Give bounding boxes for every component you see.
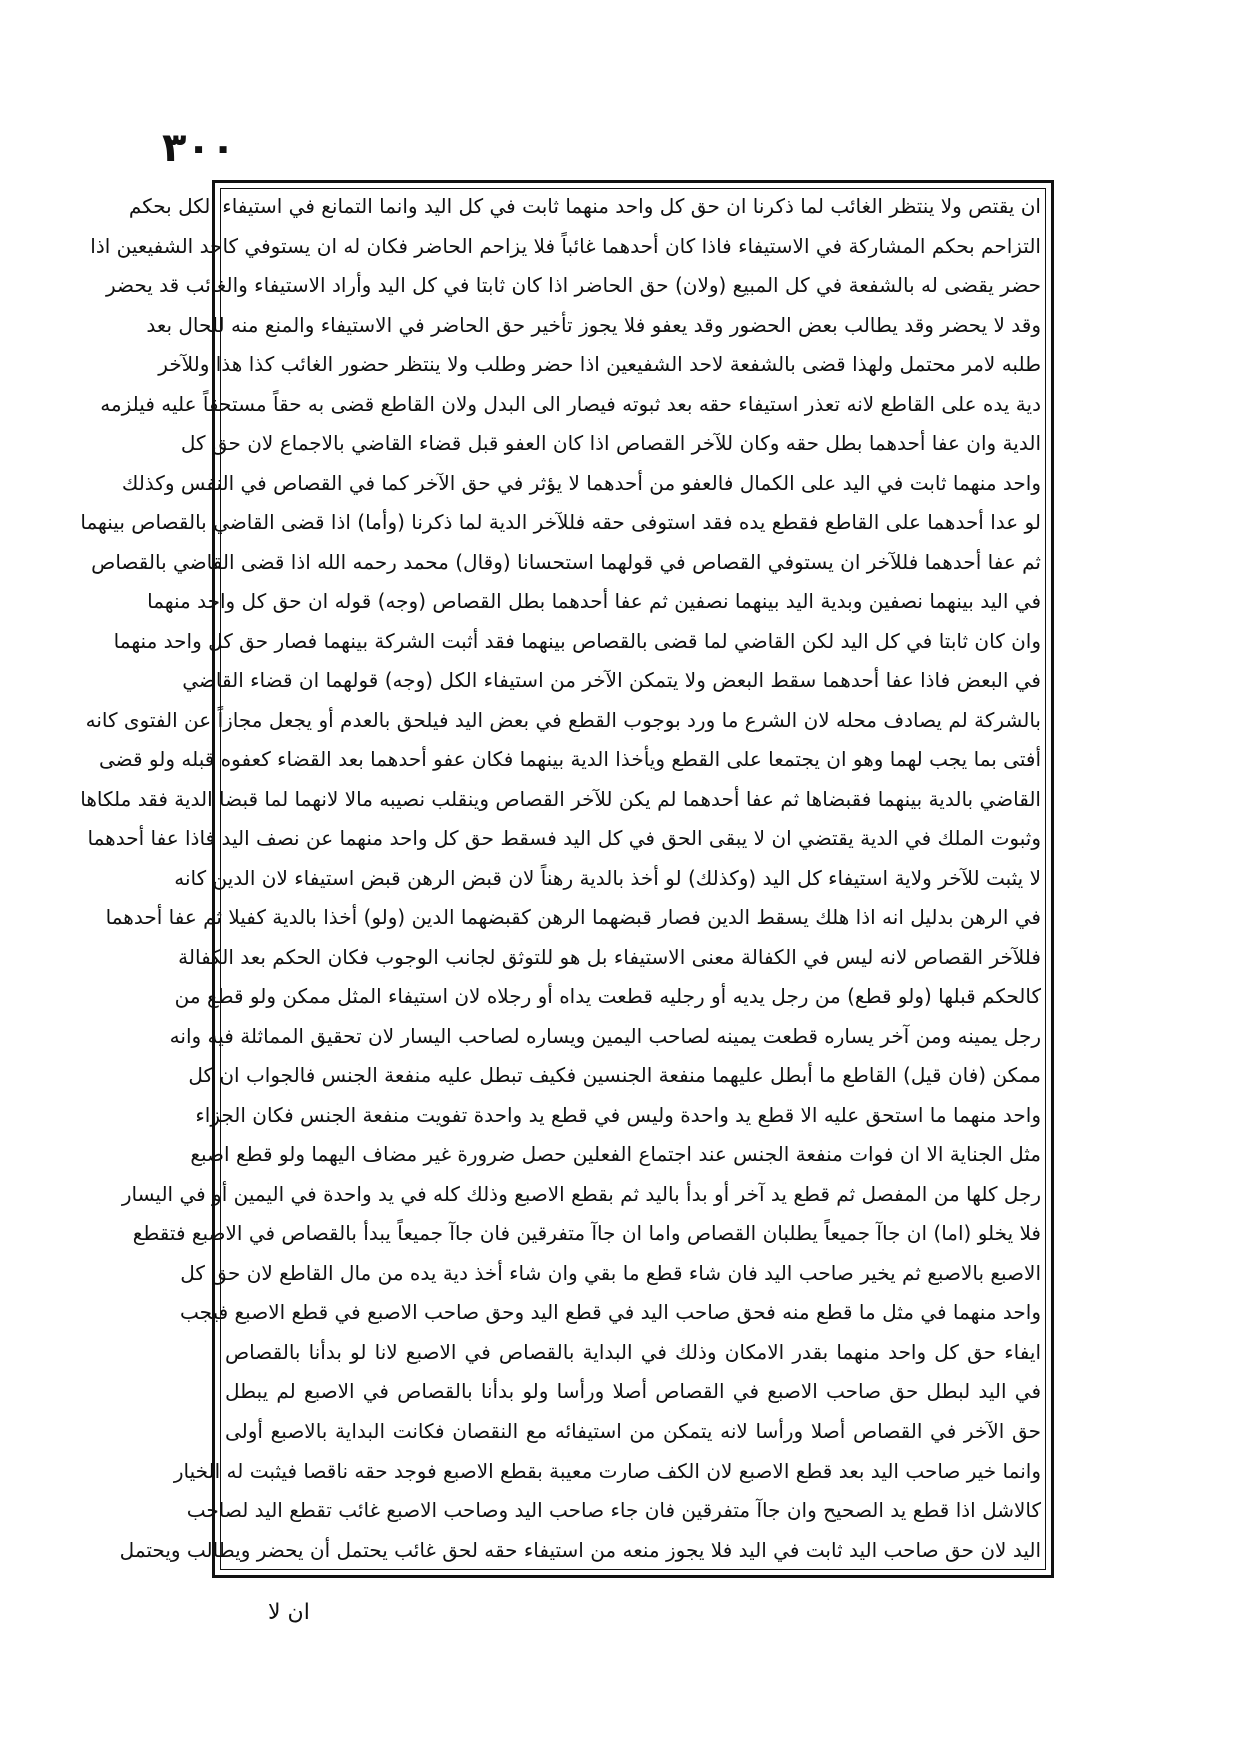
text-line: وقد لا يحضر وقد يطالب بعض الحضور وقد يعفو فلا يجوز تأخير حق الحاضر في الاستيفاء والمنع منه للحال بعد [146,312,1041,337]
text-body [80,191,1041,1567]
text-line: الاصبع بالاصبع ثم يخير صاحب اليد فان شاء قطع ما بقي وان شاء أخذ دية يده من مال القاطع لان حق كل [180,1260,1041,1285]
text-line: وانما خير صاحب اليد بعد قطع الاصبع لان الكف صارت معيبة بقطع الاصبع فوجد حقه ناقصا فيثبت له الخيار [173,1458,1041,1483]
text-line: كالاشل اذا قطع يد الصحيح وان جاآ متفرقين فان جاء صاحب اليد وصاحب الاصبع غائب تقطع اليد لصاحب [186,1498,1041,1523]
text-line: واحد منهما ثابت في اليد على الكمال فالعفو من أحدهما لا يؤثر في حق الآخر كما في القصاص في النفس وكذلك [121,470,1041,495]
text-line: طلبه لامر محتمل ولهذا قضى بالشفعة لاحد الشفيعين اذا حضر وطلب ولا ينتظر حضور الغائب كذا هذا وللآخر [158,352,1041,377]
text-line: دية يده على القاطع لانه تعذر استيفاء حقه بعد ثبوته فيصار الى البدل ولان القاطع قضى به حقاً مستحقاً عليه فيلزمه [100,391,1041,416]
text-line: القاضي بالدية بينهما فقبضاها ثم عفا أحدهما لم يكن للآخر القصاص وينقلب نصيبه مالا لانهما لما قبضا الدية فقد ملكاها [80,786,1041,811]
page-number: ٣٠٠ [162,125,236,171]
text-line: ايفاء حق كل واحد منهما بقدر الامكان وذلك في البداية بالقصاص في الاصبع لانا لو بدأنا بالقصاص [225,1339,1041,1364]
text-line: في البعض فاذا عفا أحدهما سقط البعض ولا يتمكن الآخر من استيفاء الكل (وجه) قولهما ان قضاء القاضي [182,668,1041,693]
text-line: حق الآخر في القصاص أصلا ورأسا لانه يتمكن من استيفائه مع النقصان فكانت البداية بالاصبع أولى [225,1418,1041,1443]
text-line: واحد منهما ما استحق عليه الا قطع يد واحدة وليس في قطع يد واحدة تفويت منفعة الجنس فكان الجزاء [195,1102,1041,1127]
text-line: واحد منهما في مثل ما قطع منه فحق صاحب اليد في قطع اليد وحق صاحب الاصبع في قطع الاصبع فيجب [180,1300,1041,1325]
text-line: وثبوت الملك في الدية يقتضي ان لا يبقى الحق في كل اليد فسقط حق كل واحد منهما عن نصف اليد فاذا عفا أحدهما [87,826,1041,851]
text-line: ثم عفا أحدهما فللآخر ان يستوفي القصاص في قولهما استحسانا (وقال) محمد رحمه الله اذا قضى القاضي بالقصاص [91,549,1041,574]
text-line: حضر يقضى له بالشفعة في كل المبيع (ولان) حق الحاضر اذا كان ثابتا في كل اليد وأراد الاستيفاء والغائب قد يحضر [105,273,1041,298]
text-line: في اليد بينهما نصفين وبدية اليد بينهما نصفين ثم عفا أحدهما بطل القصاص (وجه) قوله ان حق كل واحد منهما [147,589,1041,614]
text-line: في الرهن بدليل انه اذا هلك يسقط الدين فصار قبضهما الرهن كقبضهما الدين (ولو) أخذا بالدية كفيلا ثم عفا أحدهما [105,905,1041,930]
text-line: في اليد لبطل حق صاحب الاصبع في القصاص أصلا ورأسا ولو بدأنا بالقصاص في الاصبع لم يبطل [225,1379,1041,1404]
text-line: اليد لان حق صاحب اليد ثابت في اليد فلا يجوز منعه من استيفاء حقه لحق غائب يحتمل أن يحضر ويطالب ويحتمل [119,1537,1041,1562]
text-line: فلا يخلو (اما) ان جاآ جميعاً يطلبان القصاص واما ان جاآ متفرقين فان جاآ جميعاً يبدأ بالقصاص في الاصبع فتقطع [132,1221,1041,1246]
text-frame [80,180,1054,1578]
text-line: مثل الجناية الا ان فوات منفعة الجنس عند اجتماع الفعلين حصل ضرورة غير مضاف اليهما ولو قطع اصبع [190,1142,1041,1167]
text-line: ممكن (فان قيل) القاطع ما أبطل عليهما منفعة الجنسين فكيف تبطل عليه منفعة الجنس فالجواب ان كل [188,1063,1041,1088]
text-line: التزاحم بحكم المشاركة في الاستيفاء فاذا كان أحدهما غائباً فلا يزاحم الحاضر فكان له ان يستوفي كاحد الشفيعين اذا [90,233,1041,258]
catchword: ان لا [268,1600,310,1625]
text-line: أفتى بما يجب لهما وهو ان يجتمعا على القطع ويأخذا الدية بينهما فكان عفو أحدهما بعد القضاء كعفوه قبله ولو قضى [98,747,1041,772]
text-line: فللآخر القصاص لانه ليس في الكفالة معنى الاستيفاء بل هو للتوثق لجانب الوجوب فكان الحكم بعد الكفالة [178,944,1041,969]
text-line: ان يقتص ولا ينتظر الغائب لما ذكرنا ان حق كل واحد منهما ثابت في كل اليد وانما التمانع في استيفاء الكل بحكم [128,194,1041,218]
text-line: رجل كلها من المفصل ثم قطع يد آخر أو بدأ باليد ثم بقطع الاصبع وذلك كله في يد واحدة في اليمين أو في اليسار [121,1181,1041,1206]
text-line: لو عدا أحدهما على القاطع فقطع يده فقد استوفى حقه فللآخر الدية لما ذكرنا (وأما) اذا قضى القاضي بالقصاص بينهما [80,510,1041,535]
text-line: كالحكم قبلها (ولو قطع) من رجل يديه أو رجليه قطعت يداه أو رجلاه لان استيفاء المثل ممكن ولو قطع من [174,984,1041,1009]
text-line: الدية وان عفا أحدهما بطل حقه وكان للآخر القصاص اذا كان العفو قبل قضاء القاضي بالاجماع لان حق كل [180,431,1041,456]
text-line: لا يثبت للآخر ولاية استيفاء كل اليد (وكذلك) لو أخذ بالدية رهناً لان قبض الرهن قبض استيفاء لان الدين كانه [174,865,1041,890]
text-line: بالشركة لم يصادف محله لان الشرع ما ورد بوجوب القطع في بعض اليد فيلحق بالعدم أو يجعل مجازاً عن الفتوى كانه [85,707,1041,732]
text-line: وان كان ثابتا في كل اليد لكن القاضي لما قضى بالقصاص بينهما فقد أثبت الشركة بينهما فصار حق كل واحد منهما [113,628,1041,653]
text-line: رجل يمينه ومن آخر يساره قطعت يمينه لصاحب اليمين ويساره لصاحب اليسار لان تحقيق المماثلة فيه وانه [169,1023,1041,1048]
